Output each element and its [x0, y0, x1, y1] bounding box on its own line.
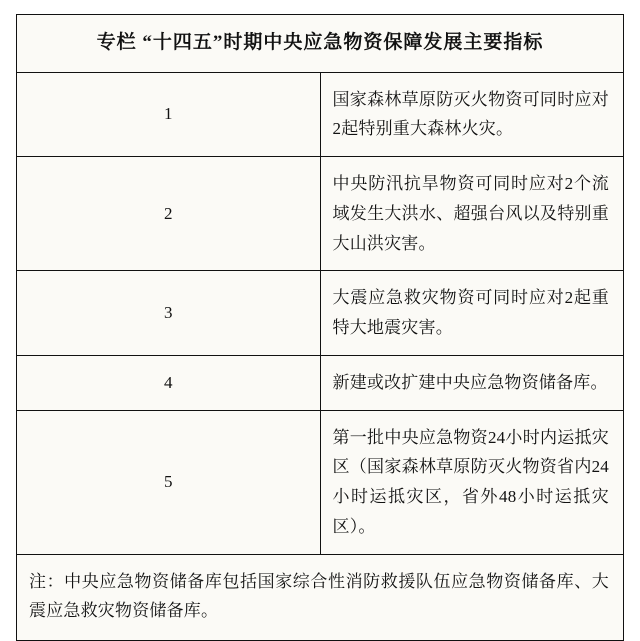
- row-text: 中央防汛抗旱物资可同时应对2个流域发生大洪水、超强台风以及特别重大山洪灾害。: [320, 157, 624, 271]
- row-number: 3: [17, 271, 321, 356]
- indicators-table: [16, 14, 624, 641]
- row-number: 1: [17, 72, 321, 157]
- table-row: [17, 72, 624, 157]
- table-title: 专栏 “十四五”时期中央应急物资保障发展主要指标: [17, 15, 624, 73]
- row-text: 新建或改扩建中央应急物资储备库。: [320, 355, 624, 410]
- table-body: [17, 15, 624, 641]
- table-title-row: [17, 15, 624, 73]
- row-text: 国家森林草原防灭火物资可同时应对2起特别重大森林火灾。: [320, 72, 624, 157]
- table-note: 注：中央应急物资储备库包括国家综合性消防救援队伍应急物资储备库、大震应急救灾物资储备库。: [17, 554, 624, 641]
- table-row: [17, 271, 624, 356]
- row-text: 第一批中央应急物资24小时内运抵灾区（国家森林草原防灭火物资省内24小时运抵灾区，省外48小时运抵灾区）。: [320, 410, 624, 554]
- row-number: 4: [17, 355, 321, 410]
- row-text: 大震应急救灾物资可同时应对2起重特大地震灾害。: [320, 271, 624, 356]
- table-row: [17, 355, 624, 410]
- table-row: [17, 410, 624, 554]
- row-number: 2: [17, 157, 321, 271]
- table-row: [17, 157, 624, 271]
- table-note-row: [17, 554, 624, 641]
- row-number: 5: [17, 410, 321, 554]
